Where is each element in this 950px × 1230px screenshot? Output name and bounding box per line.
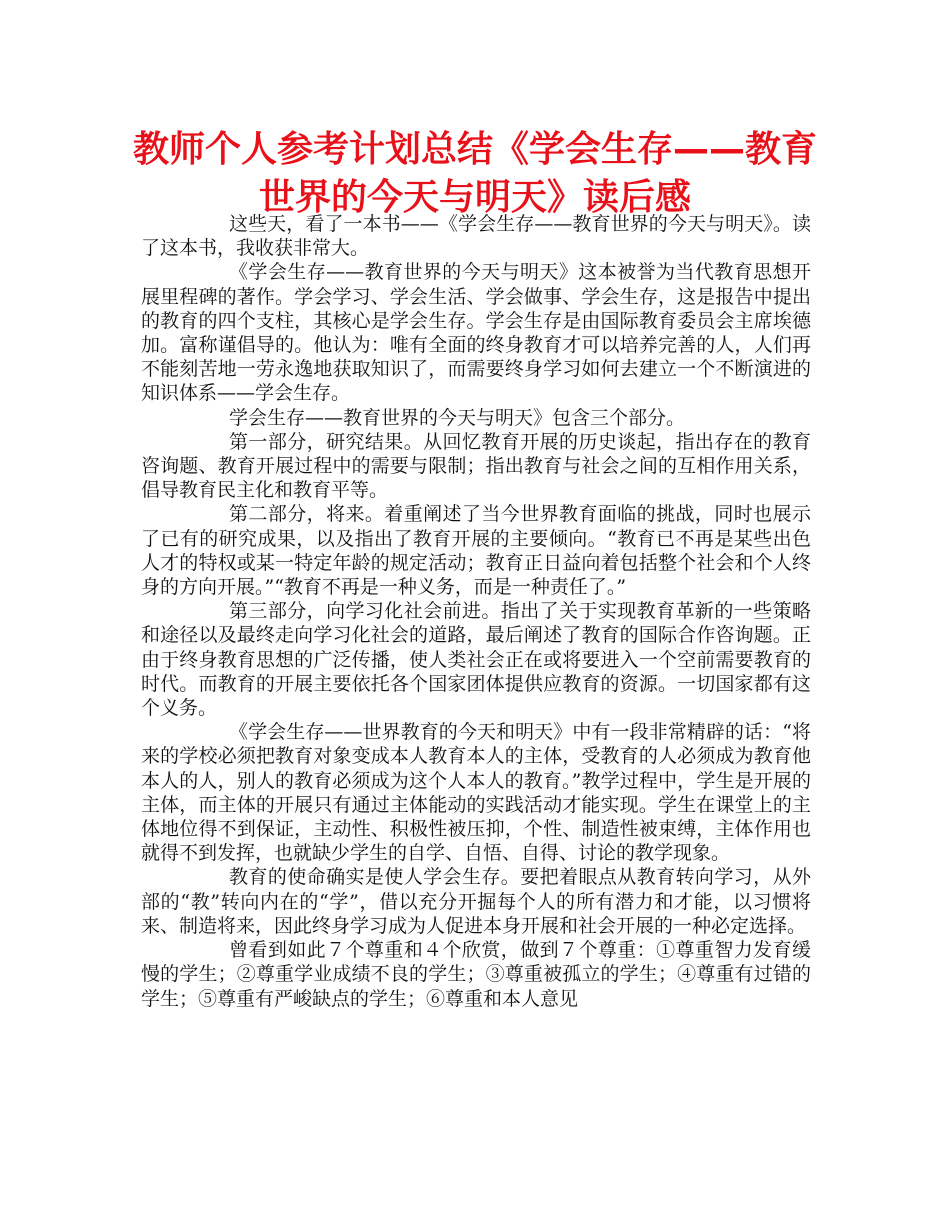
paragraph: 《学会生存——世界教育的今天和明天》中有一段非常精辟的话：“将来的学校必须把教育对象变成本人教育本人的主体，受教育的人必须成为教育他本人的人，别人的教育必须成为这个人本人的教育。”教学过程中，学生是开展的主体，而主体的开展只有通过主体能动的实践活动才能实现。学生在课堂上的主体地位得不到保证，主动性、积极性被压抑，个性、制造性被束缚，主体作用也就得不到发挥，也就缺少学生的自学、自悟、自得、讨论的教学现象。	[141, 721, 811, 865]
paragraph: 这些天，看了一本书——《学会生存——教育世界的今天与明天》。读了这本书，我收获非常大。	[141, 213, 811, 260]
paragraph: 教育的使命确实是使人学会生存。要把着眼点从教育转向学习，从外部的“教”转向内在的“学”，借以充分开掘每个人的所有潜力和才能，以习惯将来、制造将来，因此终身学习成为人促进本身开展和社会开展的一种必定选择。	[141, 866, 811, 937]
paragraph: 第二部分，将来。着重阐述了当今世界教育面临的挑战，同时也展示了已有的研究成果，以及指出了教育开展的主要倾向。“教育已不再是某些出色人才的特权或某一特定年龄的规定活动；教育正日益向着包括整个社会和个人终身的方向开展。”“教育不再是一种义务，而是一种责任了。”	[141, 503, 811, 599]
document-body	[141, 212, 811, 1011]
paragraph: 《学会生存——教育世界的今天与明天》这本被誉为当代教育思想开展里程碑的著作。学会学习、学会生活、学会做事、学会生存，这是报告中提出的教育的四个支柱，其核心是学会生存。学会生存是由国际教育委员会主席埃德加。富称谨倡导的。他认为：唯有全面的终身教育才可以培养完善的人，人们再不能刻苦地一劳永逸地获取知识了，而需要终身学习如何去建立一个不断演进的知识体系——学会生存。	[141, 261, 811, 405]
paragraph: 第一部分，研究结果。从回忆教育开展的历史谈起，指出存在的教育咨询题、教育开展过程中的需要与限制；指出教育与社会之间的互相作用关系，倡导教育民主化和教育平等。	[141, 430, 811, 502]
document-title: 教师个人参考计划总结《学会生存——教育世界的今天与明天》读后感	[132, 129, 817, 218]
paragraph: 学会生存——教育世界的今天与明天》包含三个部分。	[229, 406, 686, 429]
paragraph: 第三部分，向学习化社会前进。指出了关于实现教育革新的一些策略和途径以及最终走向学习化社会的道路，最后阐述了教育的国际合作咨询题。正由于终身教育思想的广泛传播，使人类社会正在或将要进入一个空前需要教育的时代。而教育的开展主要依托各个国家团体提供应教育的资源。一切国家都有这个义务。	[141, 600, 811, 720]
paragraph: 曾看到如此７个尊重和４个欣赏，做到７个尊重：①尊重智力发育缓慢的学生；②尊重学业成绩不良的学生；③尊重被孤立的学生；④尊重有过错的学生；⑤尊重有严峻缺点的学生；⑥尊重和本人意见	[141, 939, 811, 1010]
